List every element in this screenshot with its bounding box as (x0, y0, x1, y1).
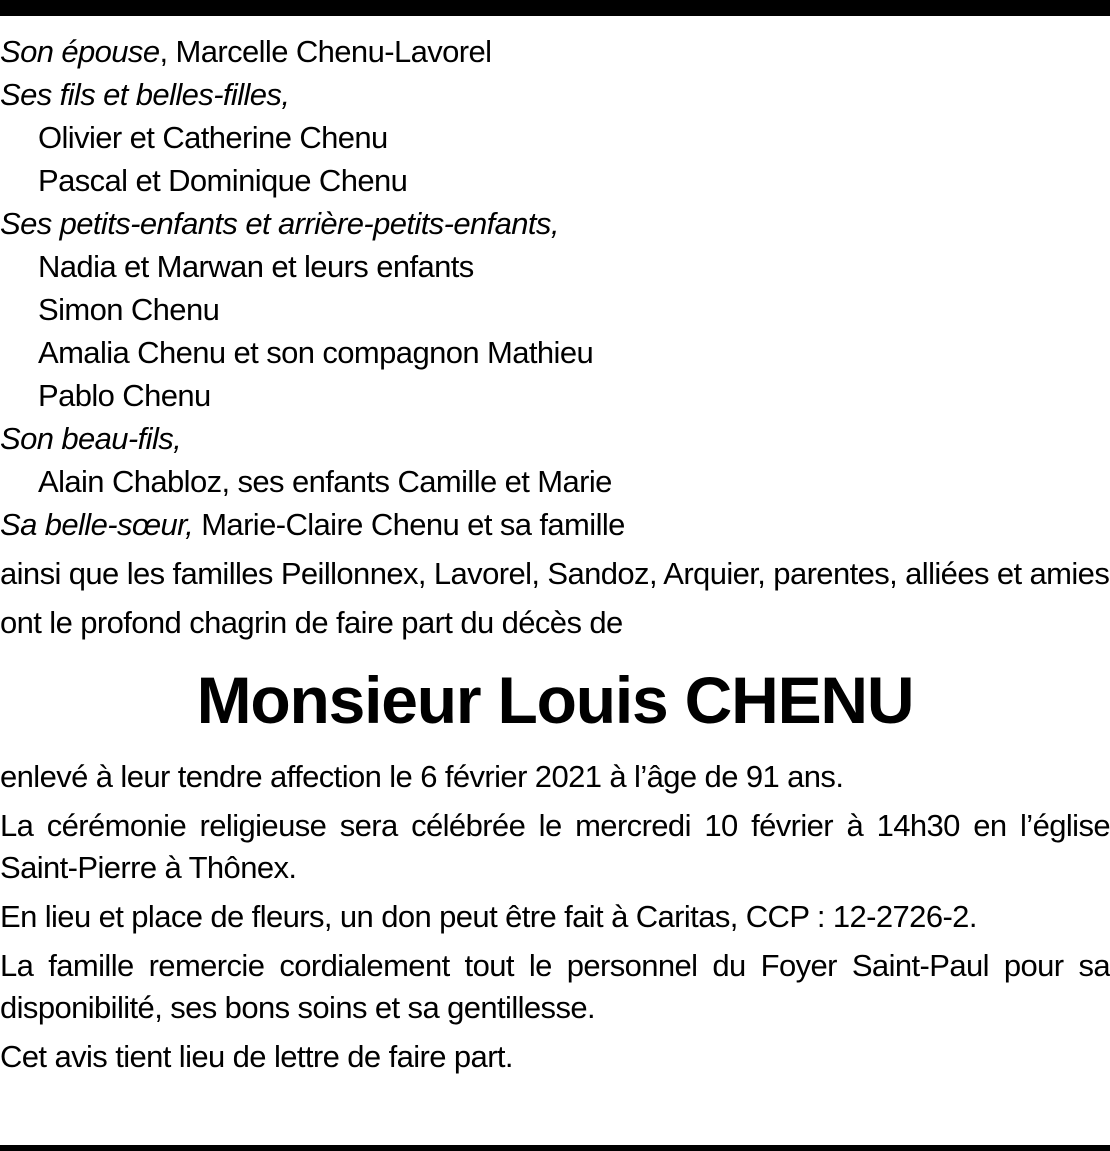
sister-in-law-line (0, 503, 1110, 546)
sister-in-law-role: Sa belle-sœur, (0, 507, 194, 542)
stepson-entry: Alain Chabloz, ses enfants Camille et Marie (38, 464, 612, 499)
bottom-border-rule (0, 1145, 1110, 1151)
announcement-paragraph: ont le profond chagrin de faire part du décès de (0, 605, 623, 640)
obituary-notice (0, 30, 1110, 1078)
sons-role: Ses fils et belles-filles, (0, 77, 290, 112)
grandchild-entry: Simon Chenu (38, 292, 220, 327)
notice-paragraph: Cet avis tient lieu de lettre de faire part. (0, 1039, 513, 1074)
grandchild-entry: Pablo Chenu (38, 378, 211, 413)
spouse-role: Son épouse (0, 34, 160, 69)
spouse-line (0, 30, 1110, 73)
son-entry: Olivier et Catherine Chenu (38, 120, 388, 155)
grandchild-entry: Nadia et Marwan et leurs enfants (38, 249, 474, 284)
stepson-role: Son beau-fils, (0, 421, 182, 456)
passing-paragraph: enlevé à leur tendre affection le 6 février 2021 à l’âge de 91 ans. (0, 759, 844, 794)
spouse-name: , Marcelle Chenu-Lavorel (159, 34, 492, 69)
grandchild-entry: Amalia Chenu et son compagnon Mathieu (38, 335, 594, 370)
son-entry: Pascal et Dominique Chenu (38, 163, 408, 198)
top-border-rule (0, 0, 1110, 16)
other-families-paragraph: ainsi que les familles Peillonnex, Lavorel, Sandoz, Arquier, parentes, alliées et amies (0, 556, 1110, 591)
donation-paragraph: En lieu et place de fleurs, un don peut être fait à Caritas, CCP : 12-2726-2. (0, 899, 977, 934)
thanks-paragraph: La famille remercie cordialement tout le personnel du Foyer Saint-Paul pour sa disponibilité, ses bons soins et sa gentillesse. (0, 948, 1110, 1025)
deceased-name: Monsieur Louis CHENU (196, 663, 914, 737)
grandchildren-role: Ses petits-enfants et arrière-petits-enfants, (0, 206, 559, 241)
sister-in-law-name: Marie-Claire Chenu et sa famille (193, 507, 625, 542)
ceremony-paragraph: La cérémonie religieuse sera célébrée le mercredi 10 février à 14h30 en l’église Saint-Pierre à Thônex. (0, 808, 1110, 885)
